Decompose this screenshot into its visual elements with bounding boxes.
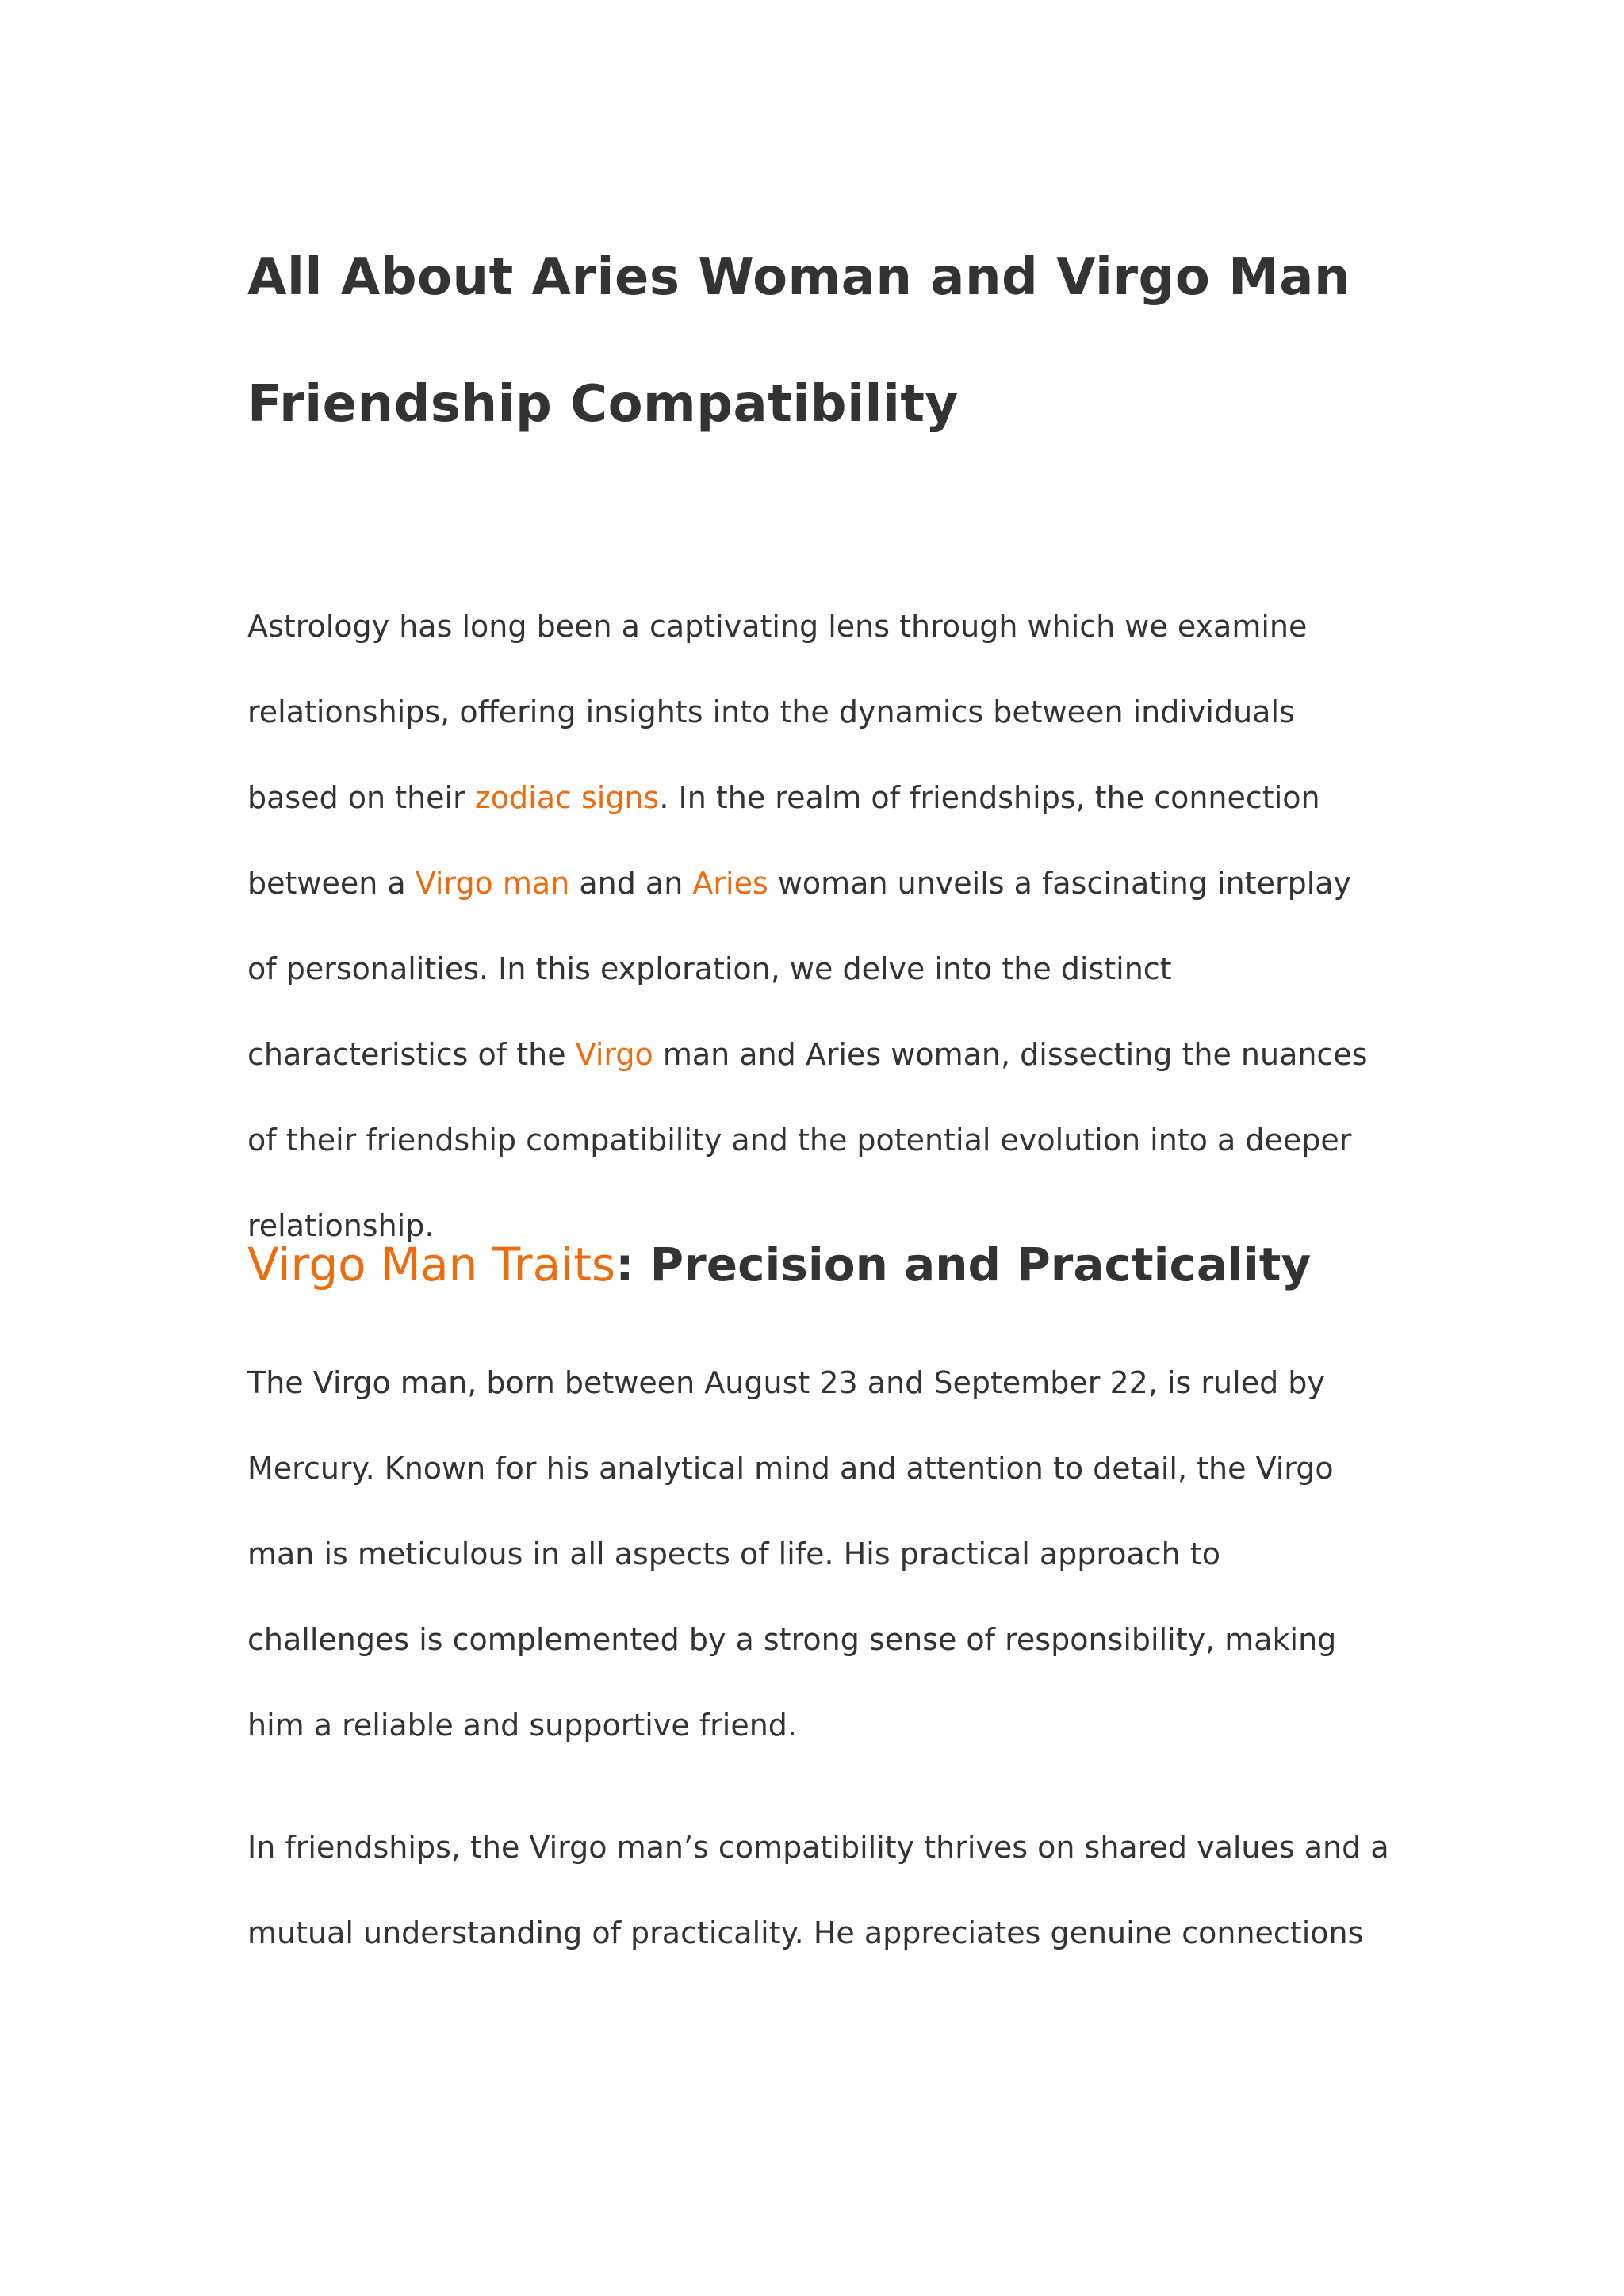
virgo-man-link[interactable]: Virgo man [415,866,570,901]
intro-text-2: . In the realm of friendships, the connection between a [247,780,1320,901]
virgo-link[interactable]: Virgo [575,1037,653,1072]
intro-text-1: Astrology has long been a captivating lens through which we examine relationships, offering insights into the dynamics between individuals based on their [247,609,1308,815]
page-title: All About Aries Woman and Virgo Man Friendship Compatibility [247,248,1350,434]
zodiac-signs-link[interactable]: zodiac signs [474,780,660,815]
virgo-man-traits-link[interactable]: Virgo Man Traits [247,1238,616,1292]
intro-paragraph [247,584,1389,1269]
intro-text-5: man and Aries woman, dissecting the nuances of their friendship compatibility and the potential evolution into a deeper relationship. [247,1037,1368,1243]
aries-link[interactable]: Aries [692,866,768,901]
section-heading-virgo-traits [247,1221,1389,1308]
intro-text-4: woman unveils a fascinating interplay of personalities. In this exploration, we delve into the distinct characteristics of the [247,866,1352,1072]
section-heading-rest: : Precision and Practicality [615,1238,1312,1292]
virgo-friendship-paragraph: In friendships, the Virgo man’s compatibility thrives on shared values and a mutual understanding of practicality. He appreciates genuine connections [247,1830,1389,1950]
virgo-traits-paragraph: The Virgo man, born between August 23 and September 22, is ruled by Mercury. Known for his analytical mind and attention to detail, the Virgo man is meticulous in all aspects of life. His practical approach to challenges is complemented by a strong sense of responsibility, making him a reliable and supportive friend. [247,1365,1337,1743]
intro-text-3: and an [569,866,693,901]
